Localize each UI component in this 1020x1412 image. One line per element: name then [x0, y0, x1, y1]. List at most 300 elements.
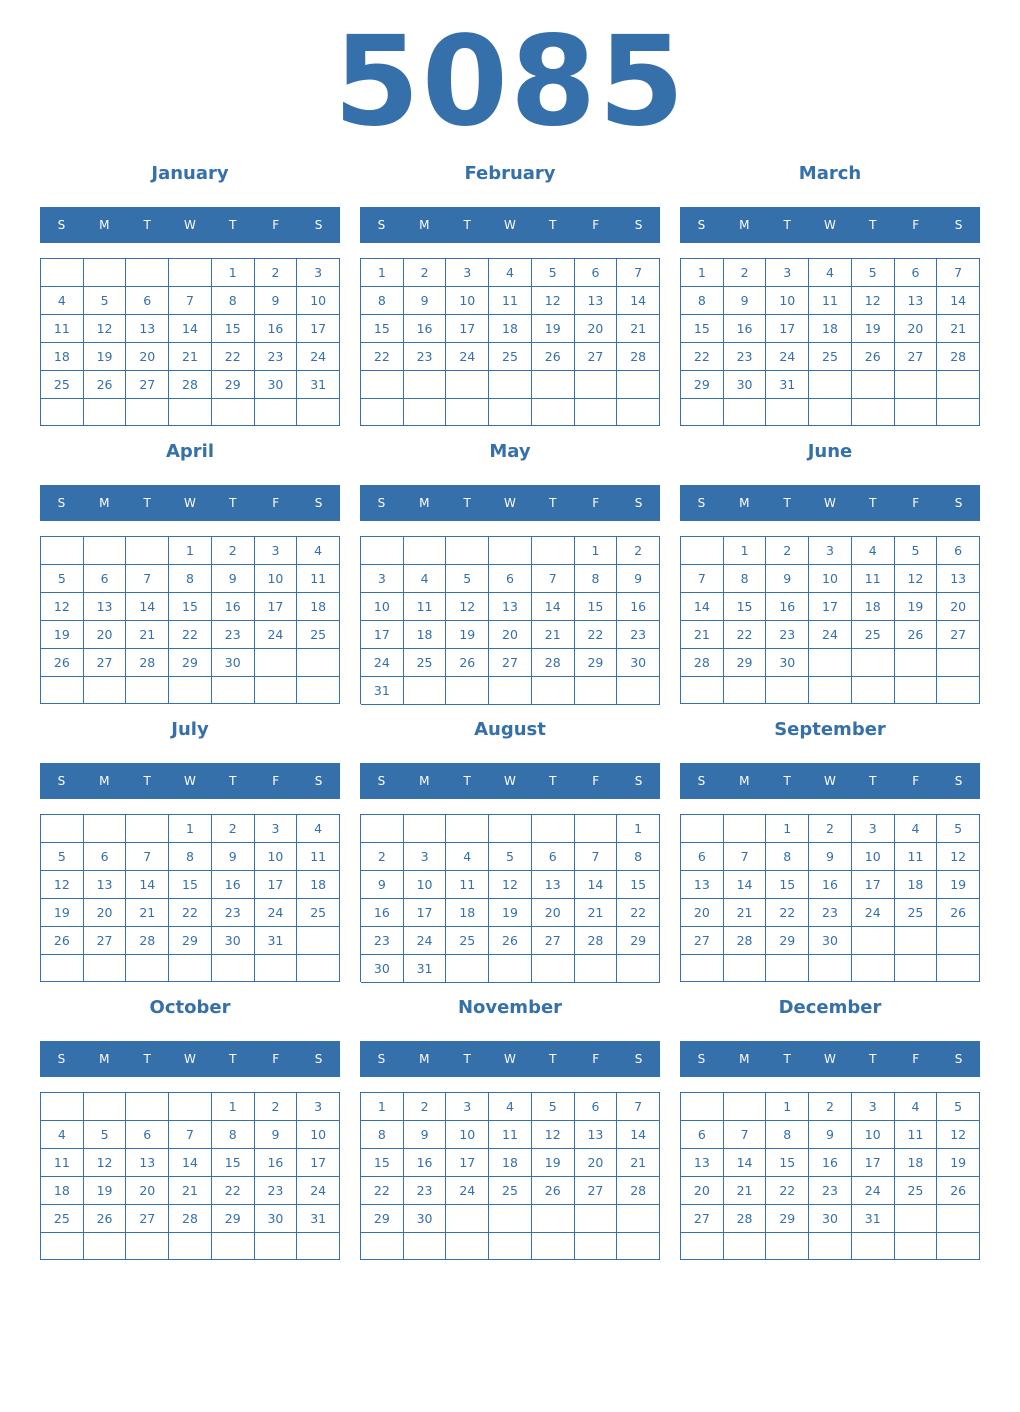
day-grid	[40, 258, 340, 426]
day-cell: 11	[446, 871, 489, 899]
day-cell: 23	[361, 927, 404, 955]
empty-day-cell	[446, 955, 489, 983]
day-cell: 24	[852, 899, 895, 927]
empty-day-cell	[41, 399, 84, 426]
weekday-label: S	[57, 496, 66, 510]
weekday-label: T	[143, 774, 151, 788]
empty-day-cell	[126, 677, 169, 704]
day-cell: 15	[212, 315, 255, 343]
day-cell: 26	[852, 343, 895, 371]
day-cell: 24	[852, 1177, 895, 1205]
day-cell: 25	[297, 899, 340, 927]
empty-day-cell	[617, 955, 660, 983]
day-cell: 11	[297, 843, 340, 871]
weekday-label: S	[954, 1052, 963, 1066]
weekday-label: T	[869, 1052, 877, 1066]
day-cell: 12	[489, 871, 532, 899]
empty-day-cell	[446, 371, 489, 399]
day-cell: 4	[809, 259, 852, 287]
day-cell: 7	[532, 565, 575, 593]
day-cell: 23	[212, 621, 255, 649]
day-cell: 20	[126, 1177, 169, 1205]
empty-day-cell	[361, 1233, 404, 1260]
day-cell: 12	[41, 871, 84, 899]
day-cell: 25	[895, 1177, 938, 1205]
day-cell: 21	[617, 315, 660, 343]
day-cell: 13	[575, 1121, 618, 1149]
empty-day-cell	[489, 955, 532, 983]
empty-day-cell	[766, 955, 809, 982]
day-cell: 2	[724, 259, 767, 287]
day-cell: 5	[532, 1093, 575, 1121]
day-cell: 25	[446, 927, 489, 955]
day-cell: 11	[852, 565, 895, 593]
day-cell: 29	[766, 1205, 809, 1233]
weekday-label: T	[143, 218, 151, 232]
day-cell: 28	[126, 649, 169, 677]
empty-day-cell	[212, 677, 255, 704]
weekday-label: F	[272, 496, 280, 510]
empty-day-cell	[361, 399, 404, 427]
day-cell: 30	[766, 649, 809, 677]
day-cell: 9	[766, 565, 809, 593]
day-cell: 26	[532, 1177, 575, 1205]
day-cell: 31	[361, 677, 404, 705]
day-cell: 20	[895, 315, 938, 343]
month-name: February	[464, 163, 556, 184]
day-grid	[360, 814, 660, 982]
day-grid	[360, 1092, 660, 1260]
day-cell: 30	[361, 955, 404, 983]
day-cell: 7	[126, 565, 169, 593]
day-cell: 19	[937, 871, 980, 899]
empty-day-cell	[84, 537, 127, 565]
empty-day-cell	[937, 371, 980, 399]
day-cell: 7	[937, 259, 980, 287]
weekday-label: S	[377, 774, 386, 788]
day-cell: 24	[361, 649, 404, 677]
empty-day-cell	[404, 677, 447, 705]
day-cell: 20	[681, 899, 724, 927]
weekday-label: S	[634, 1052, 643, 1066]
month-name: March	[798, 163, 862, 184]
empty-day-cell	[681, 537, 724, 565]
weekday-label: T	[143, 1052, 151, 1066]
day-cell: 30	[617, 649, 660, 677]
day-cell: 1	[212, 1093, 255, 1121]
day-cell: 2	[766, 537, 809, 565]
weekday-label: F	[272, 218, 280, 232]
day-cell: 8	[212, 1121, 255, 1149]
day-cell: 19	[84, 343, 127, 371]
day-cell: 19	[41, 899, 84, 927]
empty-day-cell	[489, 399, 532, 427]
day-cell: 21	[724, 1177, 767, 1205]
day-cell: 24	[297, 1177, 340, 1205]
day-cell: 20	[489, 621, 532, 649]
weekday-label: S	[314, 496, 323, 510]
day-cell: 1	[766, 815, 809, 843]
empty-day-cell	[126, 259, 169, 287]
day-cell: 20	[575, 315, 618, 343]
day-cell: 7	[617, 259, 660, 287]
weekday-label: W	[504, 496, 516, 510]
empty-day-cell	[617, 1205, 660, 1233]
day-cell: 15	[212, 1149, 255, 1177]
weekday-header	[40, 485, 340, 521]
day-cell: 13	[532, 871, 575, 899]
day-cell: 8	[766, 1121, 809, 1149]
day-cell: 26	[41, 927, 84, 955]
day-cell: 16	[212, 593, 255, 621]
day-cell: 11	[895, 843, 938, 871]
empty-day-cell	[361, 537, 404, 565]
day-cell: 2	[255, 1093, 298, 1121]
day-cell: 30	[809, 927, 852, 955]
day-cell: 18	[41, 1177, 84, 1205]
day-cell: 9	[212, 565, 255, 593]
empty-day-cell	[852, 677, 895, 704]
empty-day-cell	[446, 1205, 489, 1233]
day-cell: 4	[404, 565, 447, 593]
day-cell: 16	[766, 593, 809, 621]
weekday-header	[360, 485, 660, 521]
day-grid	[40, 536, 340, 704]
day-cell: 8	[169, 565, 212, 593]
day-cell: 1	[681, 259, 724, 287]
empty-day-cell	[404, 399, 447, 427]
day-cell: 8	[766, 843, 809, 871]
day-cell: 12	[532, 1121, 575, 1149]
day-cell: 15	[617, 871, 660, 899]
day-cell: 28	[724, 1205, 767, 1233]
day-cell: 28	[126, 927, 169, 955]
empty-day-cell	[852, 1233, 895, 1260]
day-cell: 22	[681, 343, 724, 371]
day-cell: 1	[766, 1093, 809, 1121]
day-cell: 29	[212, 371, 255, 399]
day-grid	[40, 814, 340, 982]
day-cell: 30	[255, 1205, 298, 1233]
day-cell: 23	[404, 343, 447, 371]
weekday-label: M	[99, 774, 110, 788]
weekday-label: M	[419, 218, 430, 232]
day-cell: 11	[489, 287, 532, 315]
day-cell: 21	[126, 899, 169, 927]
weekday-header	[680, 1041, 980, 1077]
day-cell: 8	[617, 843, 660, 871]
day-cell: 30	[809, 1205, 852, 1233]
month-name: December	[778, 997, 882, 1018]
day-cell: 5	[532, 259, 575, 287]
weekday-label: M	[99, 496, 110, 510]
day-cell: 13	[575, 287, 618, 315]
weekday-label: S	[697, 1052, 706, 1066]
weekday-label: T	[869, 774, 877, 788]
day-cell: 23	[255, 1177, 298, 1205]
empty-day-cell	[126, 955, 169, 982]
weekday-label: S	[954, 774, 963, 788]
day-cell: 8	[361, 1121, 404, 1149]
day-cell: 25	[404, 649, 447, 677]
day-cell: 22	[361, 1177, 404, 1205]
day-cell: 2	[809, 815, 852, 843]
empty-day-cell	[446, 399, 489, 427]
day-cell: 1	[617, 815, 660, 843]
day-cell: 28	[617, 343, 660, 371]
day-cell: 23	[404, 1177, 447, 1205]
day-cell: 28	[617, 1177, 660, 1205]
day-cell: 26	[84, 1205, 127, 1233]
empty-day-cell	[489, 371, 532, 399]
day-cell: 16	[404, 1149, 447, 1177]
day-cell: 18	[41, 343, 84, 371]
day-cell: 22	[766, 899, 809, 927]
empty-day-cell	[895, 677, 938, 704]
day-cell: 9	[255, 1121, 298, 1149]
day-cell: 31	[766, 371, 809, 399]
day-cell: 7	[617, 1093, 660, 1121]
day-cell: 25	[809, 343, 852, 371]
empty-day-cell	[766, 677, 809, 704]
weekday-header	[40, 763, 340, 799]
empty-day-cell	[532, 399, 575, 427]
day-cell: 18	[852, 593, 895, 621]
day-cell: 21	[169, 1177, 212, 1205]
empty-day-cell	[41, 677, 84, 704]
weekday-header	[360, 207, 660, 243]
day-cell: 10	[852, 1121, 895, 1149]
day-cell: 27	[681, 927, 724, 955]
day-cell: 13	[681, 1149, 724, 1177]
day-cell: 6	[84, 565, 127, 593]
day-cell: 19	[489, 899, 532, 927]
day-cell: 12	[84, 1149, 127, 1177]
weekday-label: W	[184, 1052, 196, 1066]
weekday-label: M	[739, 1052, 750, 1066]
day-cell: 22	[617, 899, 660, 927]
day-cell: 27	[895, 343, 938, 371]
weekday-label: T	[549, 774, 557, 788]
weekday-label: F	[912, 1052, 920, 1066]
day-cell: 15	[361, 315, 404, 343]
weekday-label: F	[912, 218, 920, 232]
day-cell: 16	[617, 593, 660, 621]
day-cell: 18	[297, 871, 340, 899]
day-cell: 9	[617, 565, 660, 593]
weekday-label: M	[419, 496, 430, 510]
month-name: October	[149, 997, 231, 1018]
empty-day-cell	[809, 371, 852, 399]
day-cell: 9	[361, 871, 404, 899]
day-cell: 12	[446, 593, 489, 621]
day-cell: 17	[852, 1149, 895, 1177]
day-cell: 27	[575, 343, 618, 371]
day-cell: 29	[724, 649, 767, 677]
day-cell: 12	[852, 287, 895, 315]
weekday-label: T	[229, 218, 237, 232]
day-cell: 26	[41, 649, 84, 677]
weekday-label: S	[57, 1052, 66, 1066]
day-cell: 29	[212, 1205, 255, 1233]
day-cell: 17	[297, 1149, 340, 1177]
day-cell: 12	[84, 315, 127, 343]
day-cell: 10	[766, 287, 809, 315]
day-cell: 22	[212, 1177, 255, 1205]
empty-day-cell	[255, 649, 298, 677]
day-cell: 21	[126, 621, 169, 649]
day-cell: 17	[446, 1149, 489, 1177]
day-cell: 10	[297, 1121, 340, 1149]
empty-day-cell	[895, 399, 938, 426]
day-grid	[680, 1092, 980, 1260]
weekday-label: F	[912, 774, 920, 788]
day-cell: 21	[937, 315, 980, 343]
day-cell: 16	[724, 315, 767, 343]
day-cell: 25	[489, 343, 532, 371]
day-cell: 17	[766, 315, 809, 343]
day-cell: 15	[169, 593, 212, 621]
day-cell: 2	[361, 843, 404, 871]
day-cell: 17	[255, 871, 298, 899]
day-cell: 2	[212, 537, 255, 565]
weekday-label: T	[229, 496, 237, 510]
empty-day-cell	[532, 677, 575, 705]
day-cell: 10	[852, 843, 895, 871]
empty-day-cell	[41, 259, 84, 287]
day-cell: 3	[255, 537, 298, 565]
day-cell: 3	[766, 259, 809, 287]
day-cell: 4	[297, 815, 340, 843]
day-cell: 4	[489, 259, 532, 287]
empty-day-cell	[532, 955, 575, 983]
day-cell: 26	[489, 927, 532, 955]
day-cell: 22	[212, 343, 255, 371]
day-cell: 17	[446, 315, 489, 343]
day-cell: 11	[404, 593, 447, 621]
day-cell: 9	[724, 287, 767, 315]
empty-day-cell	[809, 955, 852, 982]
day-cell: 13	[84, 871, 127, 899]
day-cell: 31	[404, 955, 447, 983]
day-cell: 24	[446, 343, 489, 371]
day-cell: 29	[575, 649, 618, 677]
day-cell: 3	[404, 843, 447, 871]
empty-day-cell	[169, 1093, 212, 1121]
weekday-label: T	[463, 496, 471, 510]
empty-day-cell	[404, 815, 447, 843]
weekday-label: T	[783, 218, 791, 232]
empty-day-cell	[532, 371, 575, 399]
empty-day-cell	[126, 1233, 169, 1260]
weekday-label: M	[739, 218, 750, 232]
day-cell: 27	[126, 371, 169, 399]
weekday-label: W	[824, 1052, 836, 1066]
weekday-header	[680, 207, 980, 243]
empty-day-cell	[255, 1233, 298, 1260]
empty-day-cell	[766, 399, 809, 426]
weekday-label: T	[463, 218, 471, 232]
day-cell: 30	[212, 649, 255, 677]
day-cell: 18	[809, 315, 852, 343]
day-cell: 20	[84, 621, 127, 649]
day-cell: 17	[255, 593, 298, 621]
day-cell: 5	[446, 565, 489, 593]
month-name: June	[807, 441, 853, 462]
day-cell: 11	[41, 1149, 84, 1177]
weekday-header	[680, 485, 980, 521]
day-cell: 30	[724, 371, 767, 399]
empty-day-cell	[255, 955, 298, 982]
day-cell: 13	[84, 593, 127, 621]
day-cell: 5	[41, 843, 84, 871]
day-cell: 14	[169, 315, 212, 343]
day-cell: 31	[852, 1205, 895, 1233]
empty-day-cell	[724, 677, 767, 704]
day-cell: 27	[84, 927, 127, 955]
day-cell: 26	[895, 621, 938, 649]
empty-day-cell	[617, 677, 660, 705]
day-cell: 23	[724, 343, 767, 371]
day-cell: 24	[255, 621, 298, 649]
day-cell: 2	[809, 1093, 852, 1121]
weekday-label: S	[377, 1052, 386, 1066]
day-cell: 23	[809, 899, 852, 927]
day-cell: 21	[617, 1149, 660, 1177]
day-cell: 27	[84, 649, 127, 677]
day-cell: 17	[404, 899, 447, 927]
day-cell: 19	[532, 1149, 575, 1177]
day-cell: 19	[446, 621, 489, 649]
empty-day-cell	[297, 927, 340, 955]
weekday-label: S	[634, 774, 643, 788]
day-cell: 24	[766, 343, 809, 371]
day-cell: 9	[404, 1121, 447, 1149]
day-cell: 29	[617, 927, 660, 955]
day-cell: 19	[532, 315, 575, 343]
day-cell: 18	[446, 899, 489, 927]
day-cell: 8	[724, 565, 767, 593]
day-cell: 10	[404, 871, 447, 899]
day-cell: 28	[532, 649, 575, 677]
day-grid	[360, 536, 660, 704]
day-cell: 1	[361, 1093, 404, 1121]
weekday-label: F	[592, 218, 600, 232]
day-cell: 6	[895, 259, 938, 287]
empty-day-cell	[84, 1093, 127, 1121]
empty-day-cell	[297, 677, 340, 704]
empty-day-cell	[575, 371, 618, 399]
weekday-label: S	[314, 218, 323, 232]
day-cell: 11	[41, 315, 84, 343]
empty-day-cell	[852, 649, 895, 677]
empty-day-cell	[766, 1233, 809, 1260]
day-cell: 16	[255, 1149, 298, 1177]
day-cell: 14	[126, 871, 169, 899]
day-cell: 2	[617, 537, 660, 565]
day-cell: 9	[404, 287, 447, 315]
day-cell: 31	[255, 927, 298, 955]
weekday-header	[360, 763, 660, 799]
weekday-label: W	[824, 496, 836, 510]
day-cell: 19	[84, 1177, 127, 1205]
day-cell: 25	[41, 371, 84, 399]
empty-day-cell	[724, 1233, 767, 1260]
empty-day-cell	[446, 677, 489, 705]
day-cell: 17	[852, 871, 895, 899]
day-cell: 6	[937, 537, 980, 565]
empty-day-cell	[895, 649, 938, 677]
